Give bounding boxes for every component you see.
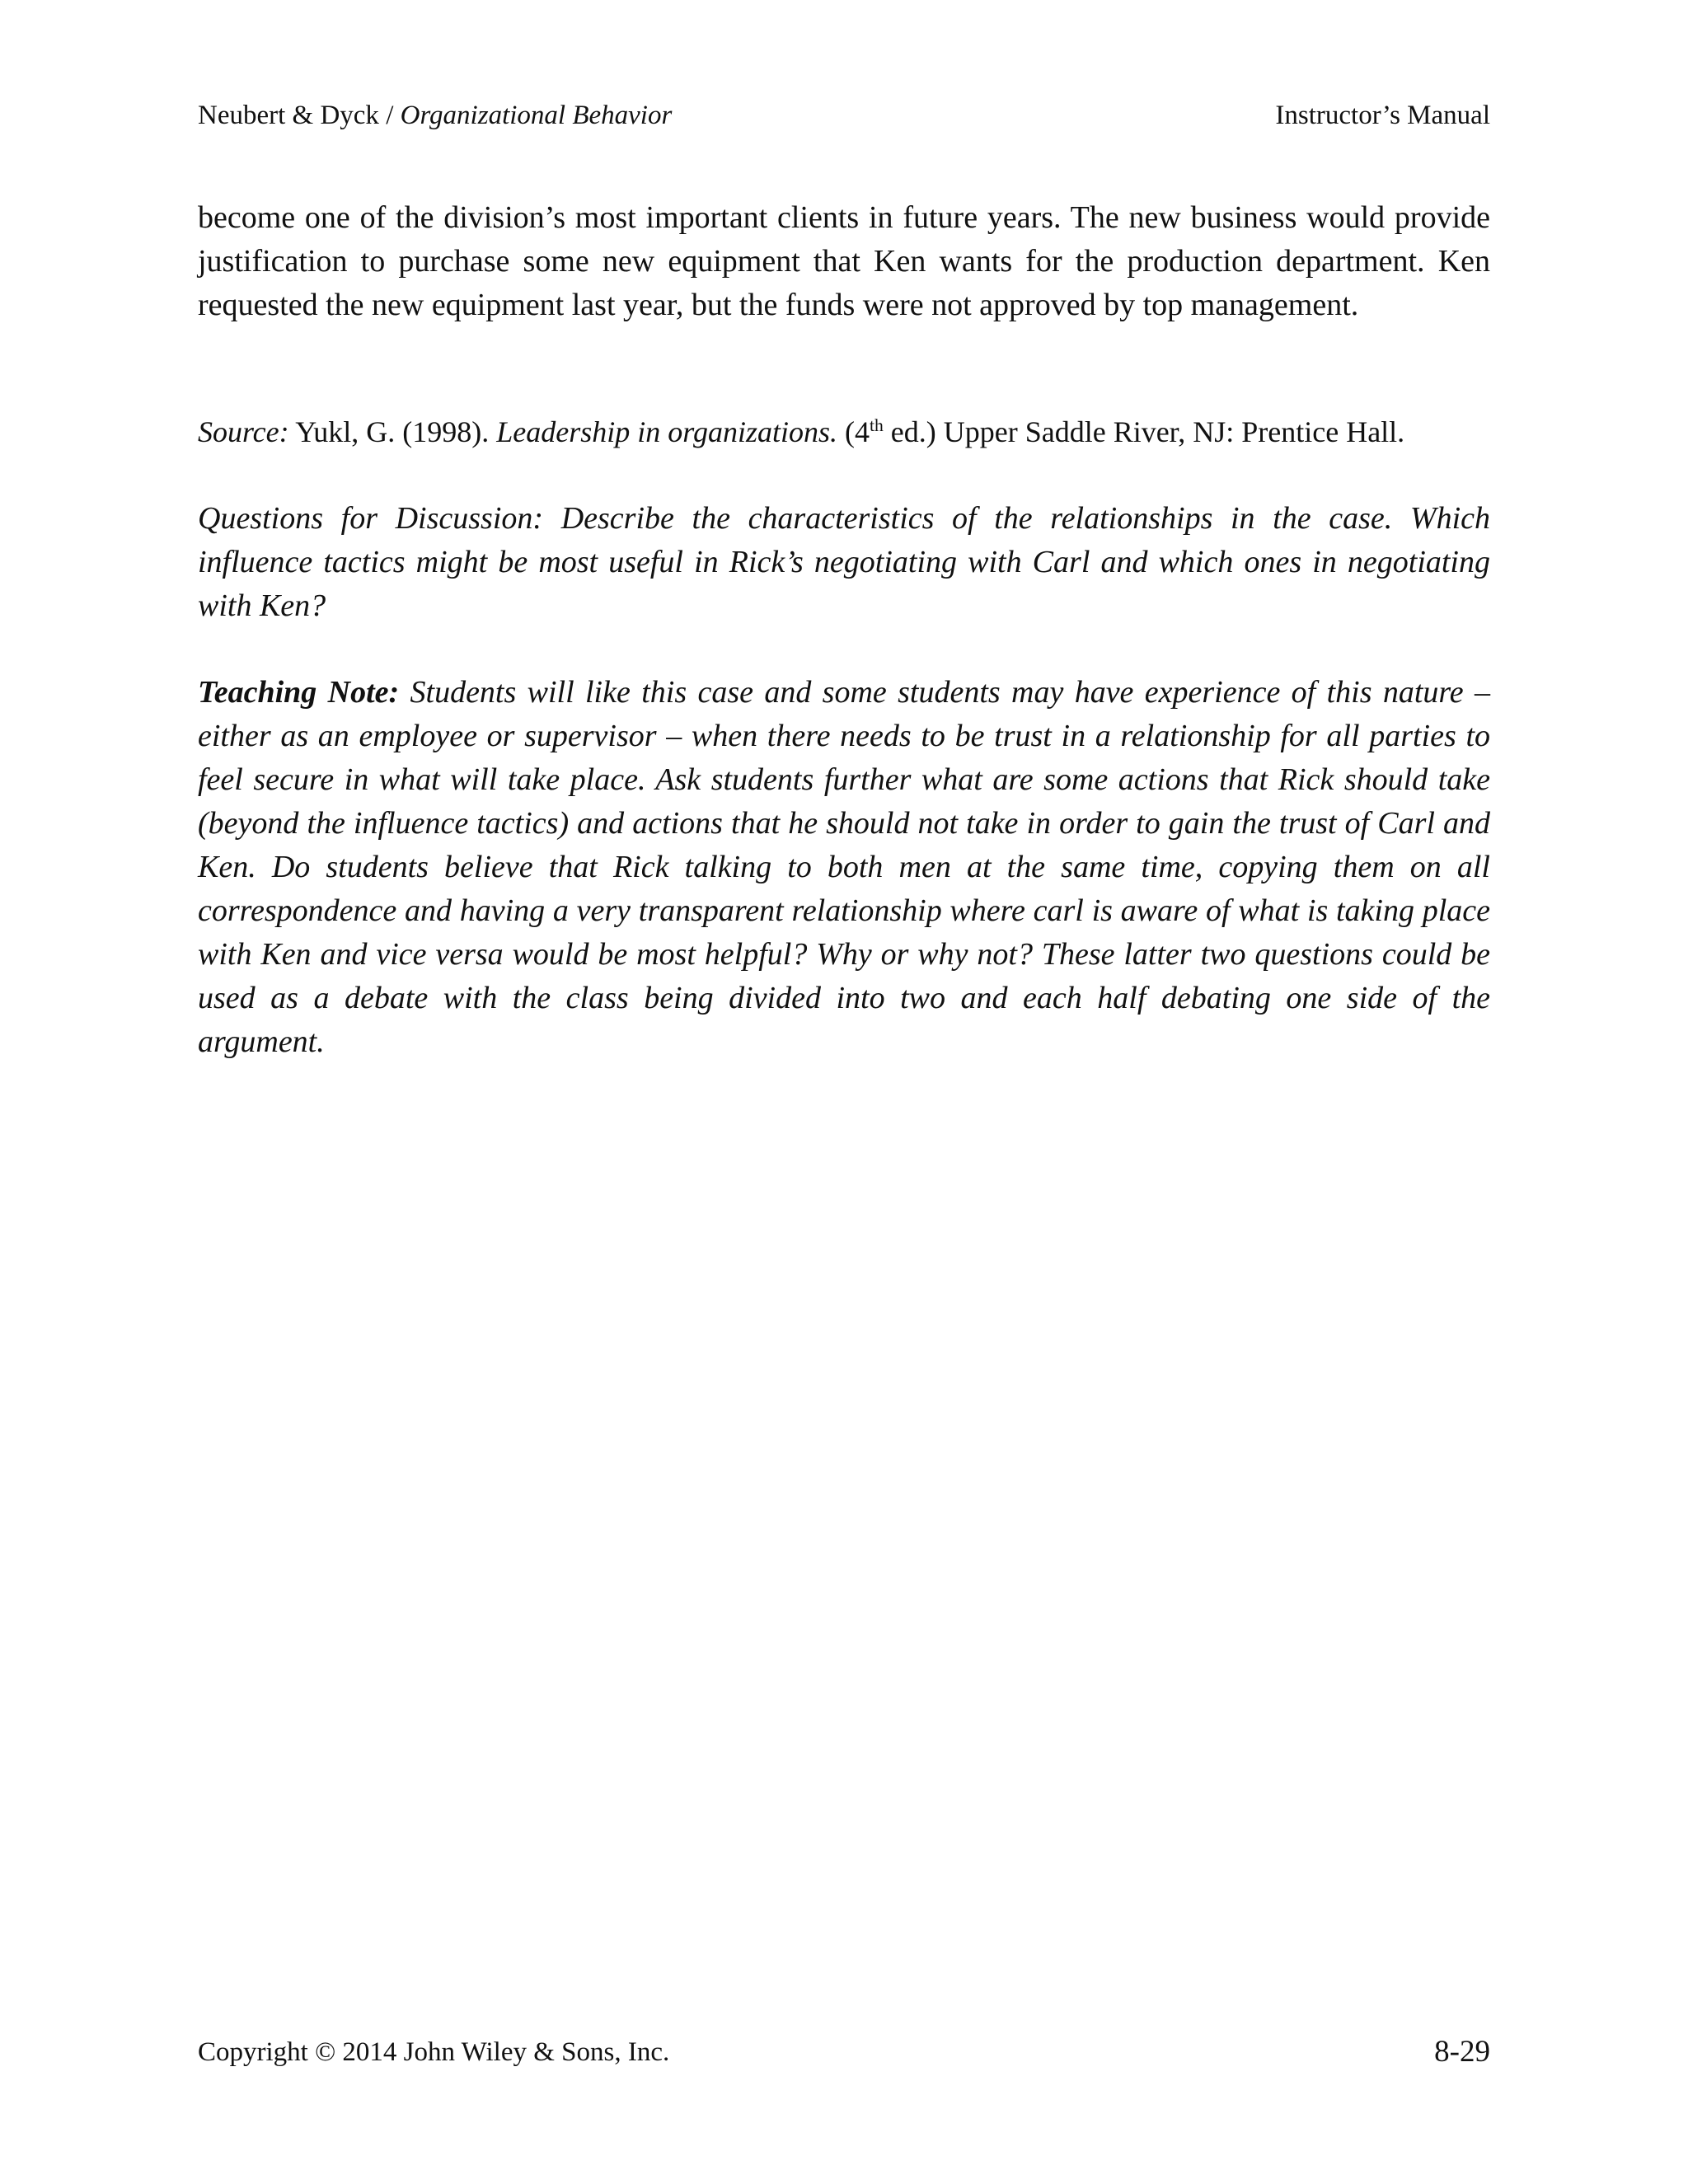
header-book-title: Organizational Behavior [400,101,673,130]
discussion-questions: Questions for Discussion: Describe the characteristics of the relationships in the case. Which influence tactics might be most useful in Rick’s negotiating with Carl and which ones in negotiating with Ken? [198,501,1490,623]
header-left [198,97,672,134]
header-authors: Neubert & Dyck [198,101,379,130]
source-rest: ed.) Upper Saddle River, NJ: Prentice Hall. [883,415,1405,448]
teaching-note [198,671,1490,1064]
header-separator: / [378,101,401,130]
footer-copyright: Copyright © 2014 John Wiley & Sons, Inc. [198,2037,670,2067]
source-label: Source: [198,415,289,448]
source-edition-sup: th [869,415,884,435]
source-citation [198,410,1490,454]
source-author-year: Yukl, G. (1998). [288,415,497,448]
header-manual: Instructor’s Manual [1275,101,1490,130]
teaching-note-text: Students will like this case and some students may have experience of this nature – either as an employee or supervisor – when there needs to be trust in a relationship for all parties to feel secure in what will take place. Ask students further what are some actions that Rick should take (beyond the influence tactics) and actions that he should not take in order to gain the trust of Carl and Ken. Do students believe that Rick talking to both men at the same time, copying them on all correspondence and having a very transparent relationship where carl is aware of what is taking place with Ken and vice versa would be most helpful? Why or why not? These latter two questions could be used as a debate with the class being divided into two and each half debating one side of the argument. [198,675,1490,1059]
page-header [198,97,1490,134]
page-number: 8-29 [1434,2035,1490,2069]
page-footer [198,2034,1490,2070]
body-paragraph-1: become one of the division’s most important clients in future years. The new business would provide justification to purchase some new equipment that Ken wants for the production department. Ken requested the new equipment last year, but the funds were not approved by top management. [198,200,1490,322]
teaching-note-label: Teaching Note: [198,675,400,710]
source-edition: (4 [837,415,870,448]
source-title: Leadership in organizations. [496,415,837,448]
